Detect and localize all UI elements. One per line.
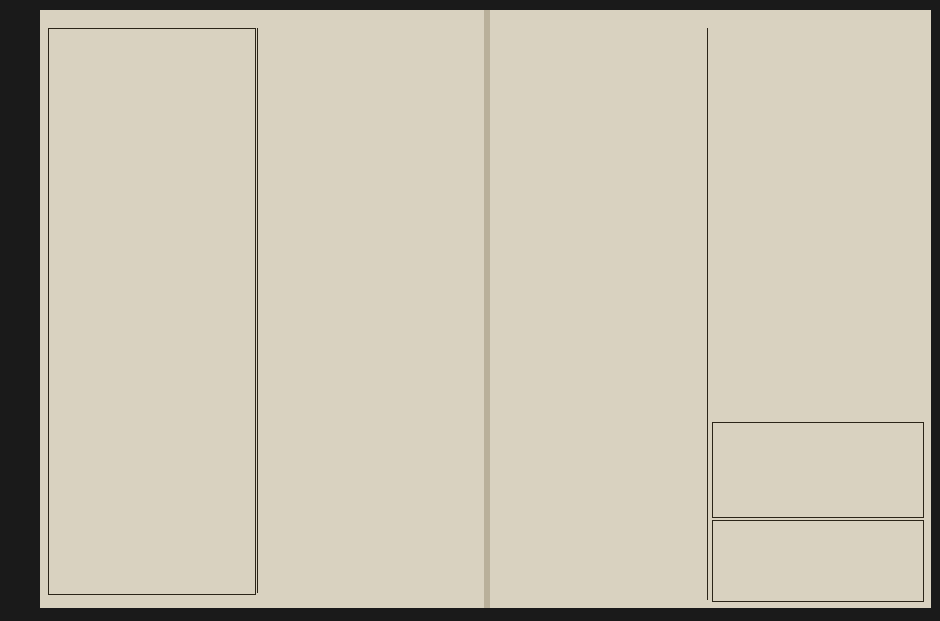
tarbuck-advert [712,520,924,602]
column-rule [257,28,258,593]
theatre-ads-column [48,28,256,595]
reviews-column-right [712,30,922,418]
tobacco-note [713,426,923,430]
tobacco-advert [712,422,924,518]
column-rule [707,28,708,600]
halls-column [502,30,704,598]
theatres-column [262,32,476,597]
